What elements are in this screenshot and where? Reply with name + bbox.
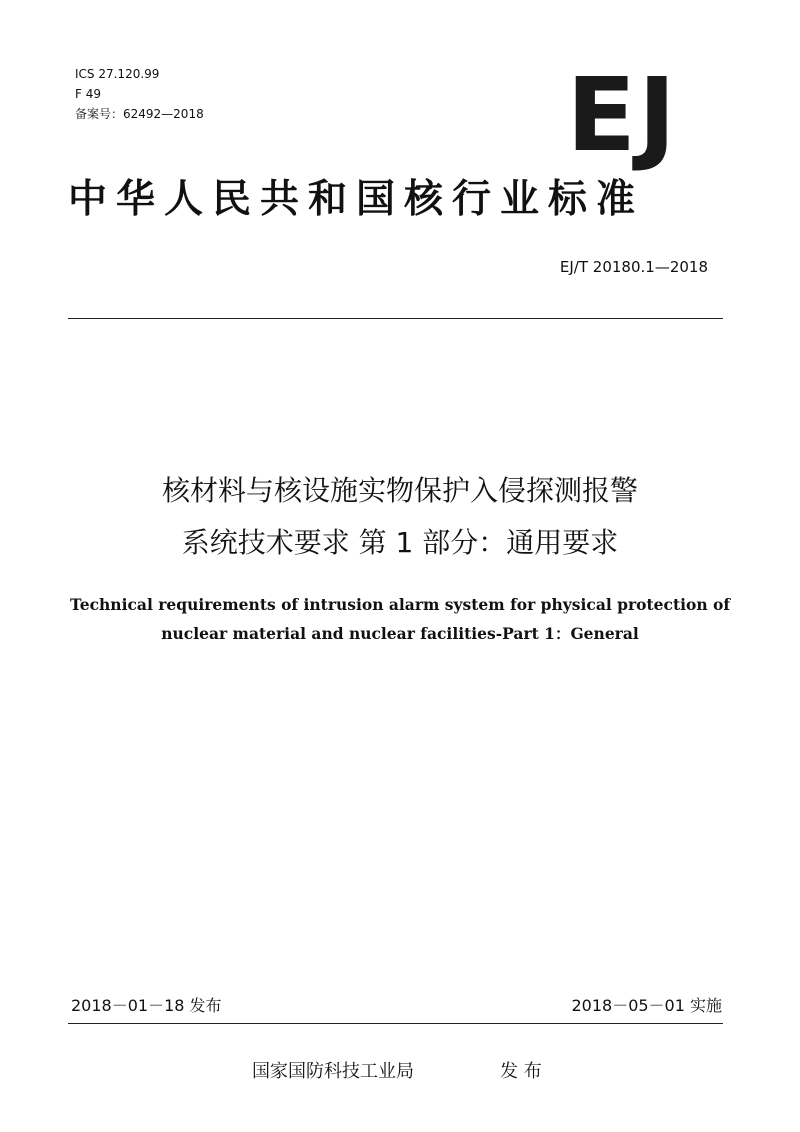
- footer-divider: [68, 1023, 723, 1024]
- record-number: 备案号：62492—2018: [75, 107, 204, 121]
- publish-date: 2018－01－18 发布: [71, 996, 222, 1015]
- cn-title-line-2: 系统技术要求 第 1 部分：通用要求: [181, 526, 619, 559]
- issue-label: 发 布: [500, 1061, 542, 1082]
- issuing-authority: 国家国防科技工业局: [252, 1061, 414, 1082]
- en-title-line-2: nuclear material and nuclear facilities-Part 1：General: [161, 624, 639, 643]
- classification-code: F 49: [75, 87, 101, 101]
- header-divider: [68, 318, 723, 319]
- en-title-line-1: Technical requirements of intrusion alarm system for physical protection of: [69, 595, 731, 614]
- effective-date: 2018－05－01 实施: [571, 996, 722, 1015]
- ej-logo: EJ: [566, 56, 678, 175]
- standard-type-title: 中华人民共和国核行业标准: [68, 177, 645, 222]
- ics-code: ICS 27.120.99: [75, 67, 160, 81]
- document-metadata: [75, 64, 204, 124]
- cn-title-line-1: 核材料与核设施实物保护入侵探测报警: [161, 474, 638, 507]
- standard-code: EJ/T 20180.1—2018: [559, 258, 708, 276]
